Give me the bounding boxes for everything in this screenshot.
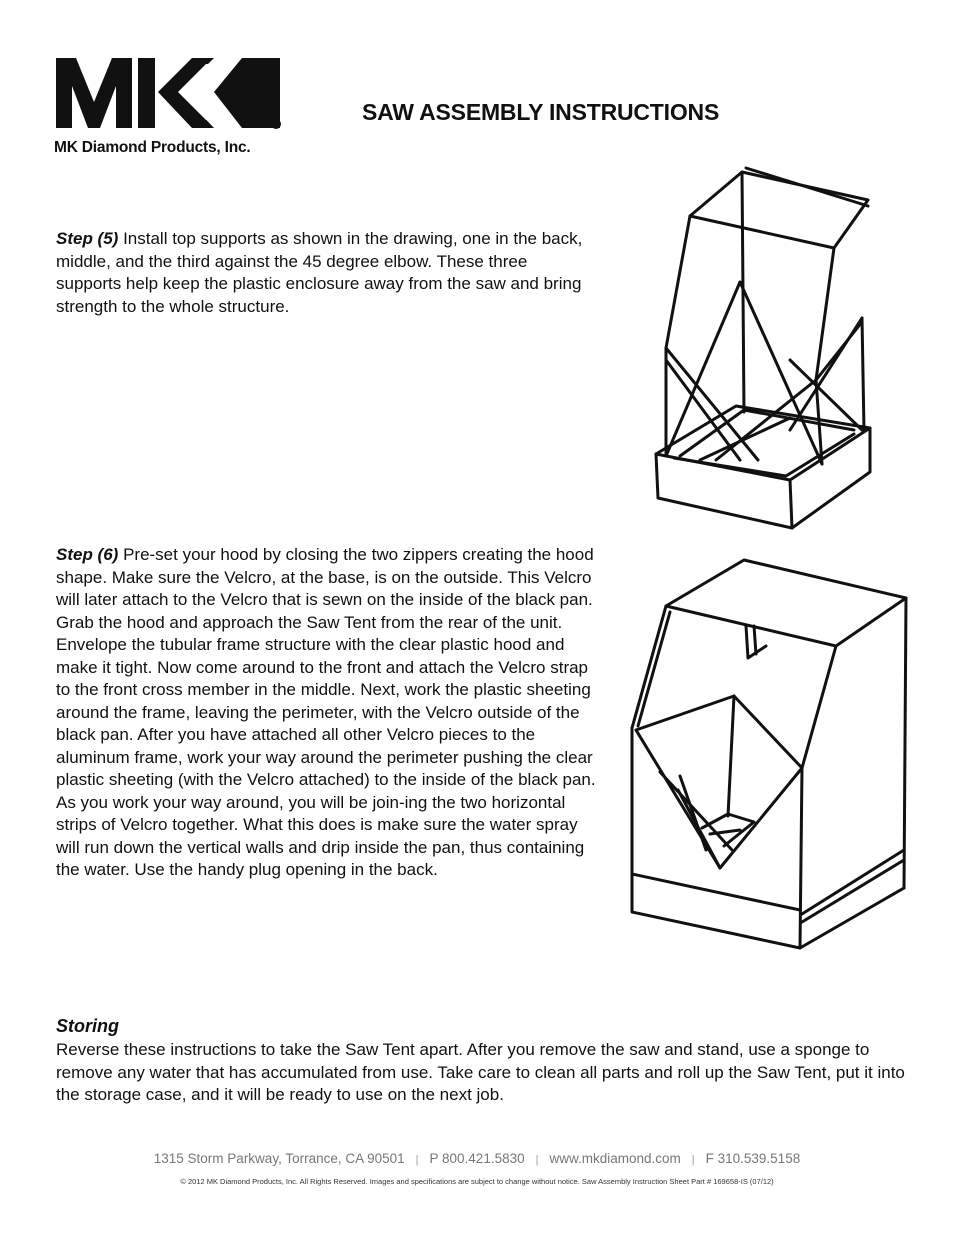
svg-text:R: R bbox=[273, 122, 279, 129]
storing-heading: Storing bbox=[56, 1016, 119, 1036]
footer-separator: | bbox=[691, 1154, 695, 1166]
footer-fax: F 310.539.5158 bbox=[705, 1151, 801, 1166]
step-6-label: Step (6) bbox=[56, 545, 119, 564]
footer-website-link[interactable]: www.mkdiamond.com bbox=[549, 1151, 681, 1166]
footer-separator: | bbox=[415, 1154, 419, 1166]
step-5-label: Step (5) bbox=[56, 229, 119, 248]
company-name: MK Diamond Products, Inc. bbox=[54, 139, 251, 156]
covered-tent-drawing-icon bbox=[620, 550, 920, 965]
step-6-text: Pre-set your hood by closing the two zippers creating the hood shape. Make sure the Velcro, at the base, is on the outside. This Velcro will later attach to the Velcro that is sewn on the inside of the black pan. Grab the hood and approach the Saw Tent from the rear of the unit. Envelope the tubular frame structure with the clear plastic hood and make it tight. Now come around to the front and attach the Velcro strap to the front cross member in the middle. Next, work the plastic sheeting around the frame, leaving the perimeter, with the Velcro outside of the black pan. After you have attached all other Velcro pieces to the aluminum frame, work your way around the perimeter pushing the clear plastic sheeting (with the Velcro attached) to the inside of the black pan. As you work your way around, you will be join-ing the two horizontal strips of Velcro together. What this does is make sure the water spray will run down the vertical walls and drip inside the pan, thus containing the water. Use the handy plug opening in the back. bbox=[56, 545, 596, 879]
step-5-text: Install top supports as shown in the drawing, one in the back, middle, and the third against the 45 degree elbow. These three supports help keep the plastic enclosure away from the saw and bring strength to the whole structure. bbox=[56, 229, 583, 316]
tubular-frame-drawing-icon bbox=[640, 160, 880, 540]
step-5-paragraph bbox=[56, 228, 596, 318]
mk-diamond-logo-icon bbox=[54, 54, 286, 134]
footer-address: 1315 Storm Parkway, Torrance, CA 90501 bbox=[153, 1151, 405, 1166]
footer-separator: | bbox=[535, 1154, 539, 1166]
footer-phone: P 800.421.5830 bbox=[429, 1151, 525, 1166]
footer-contact bbox=[0, 1151, 954, 1166]
page-title: SAW ASSEMBLY INSTRUCTIONS bbox=[362, 99, 720, 125]
step-6-paragraph bbox=[56, 544, 601, 882]
copyright-notice: © 2012 MK Diamond Products, Inc. All Rights Reserved. Images and specifications are subject to change without notice. Saw Assembly Instruction Sheet Part # 169658-IS (07/12) bbox=[180, 1177, 774, 1186]
storing-paragraph: Reverse these instructions to take the Saw Tent apart. After you remove the saw and stand, use a sponge to remove any water that has accumulated from use. Take care to clean all parts and roll up the Saw Tent, put it into the storage case, and it will be ready to use on the next job. bbox=[56, 1040, 905, 1104]
